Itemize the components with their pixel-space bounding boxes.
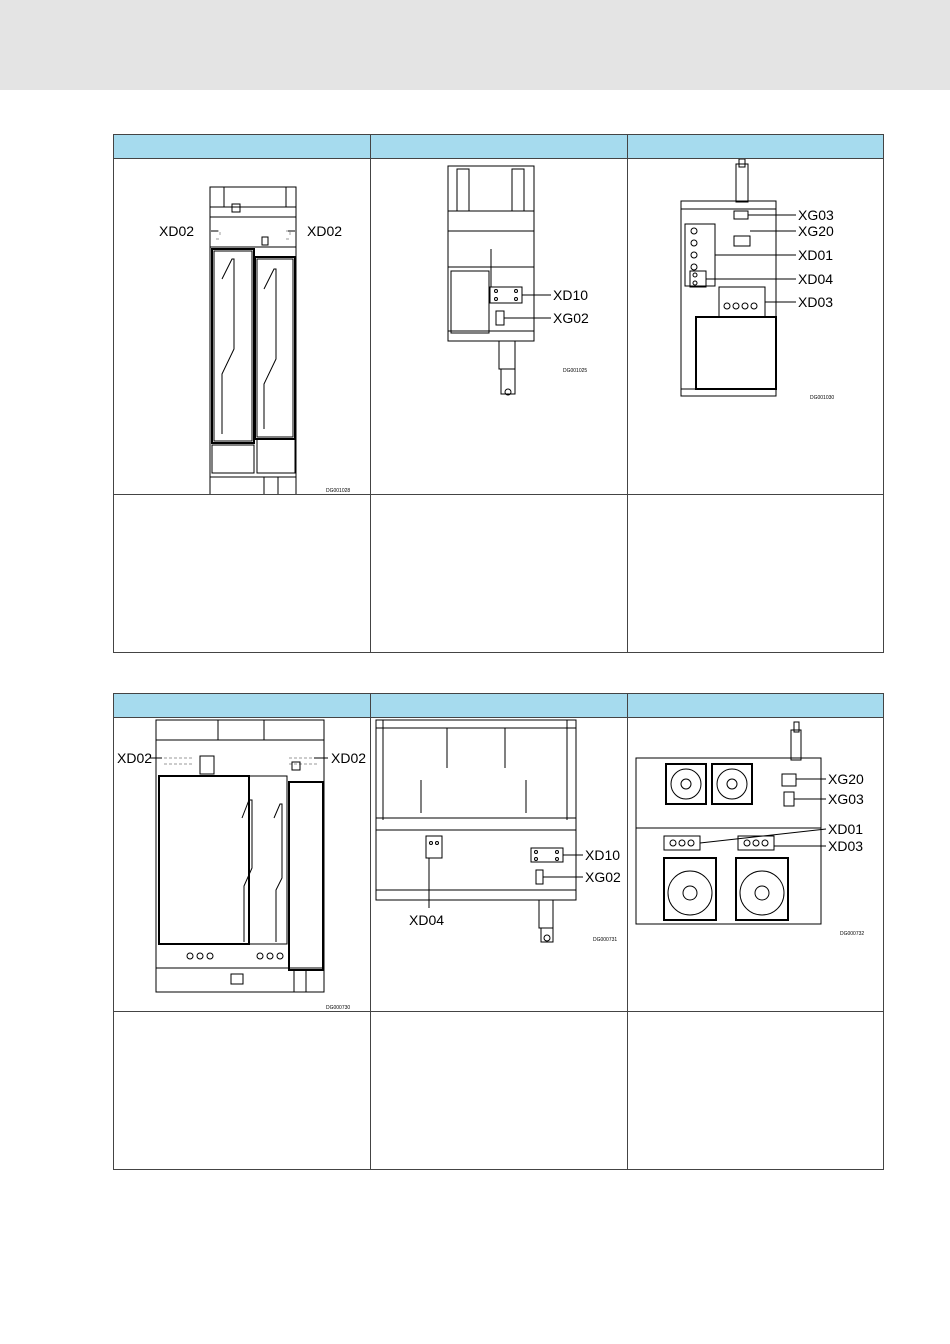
description-cell [114,495,371,653]
top-view-drawing [628,159,883,494]
header-cell [628,694,884,718]
connector-label: XG02 [585,869,621,885]
header-cell [114,694,371,718]
connector-label: XG03 [798,207,834,223]
table-header-row [114,135,884,159]
header-cell [371,135,628,159]
drawing-code: DG001025 [563,368,588,374]
front-view-drawing [114,718,370,1011]
connector-label: XG02 [553,310,589,326]
connector-label: XD02 [331,750,367,766]
connector-label: XD01 [828,821,864,837]
page-header-band [0,0,950,90]
description-cell [371,1012,628,1170]
drawing-code: DG000730 [326,1005,351,1011]
connector-label: XD02 [307,223,343,239]
front-view-drawing [114,159,370,494]
connector-label: XD03 [798,294,834,310]
drawing-code: DG001030 [810,395,835,401]
side-view-drawing [371,159,627,494]
header-cell [114,135,371,159]
drawing-cell [114,718,371,1012]
connector-label: XD10 [553,287,589,303]
drawing-cell [371,159,628,495]
header-cell [628,135,884,159]
device-table-2 [113,693,884,1170]
connector-label: XD02 [117,750,153,766]
drawing-code: DG000732 [840,931,865,937]
drawing-code: DG000731 [593,937,618,943]
connector-label: XD04 [798,271,834,287]
drawing-row [114,159,884,495]
table-header-row [114,694,884,718]
drawing-cell [114,159,371,495]
connector-label: XG20 [828,771,864,787]
header-cell [371,694,628,718]
connector-label: XD01 [798,247,834,263]
top-view-drawing [628,718,883,1011]
description-cell [114,1012,371,1170]
connector-label: XD03 [828,838,864,854]
description-row [114,1012,884,1170]
description-cell [371,495,628,653]
drawing-cell [628,718,884,1012]
device-table-1 [113,134,884,653]
drawing-row [114,718,884,1012]
description-cell [628,1012,884,1170]
drawing-code: DG001028 [326,488,351,494]
connector-label: XG20 [798,223,834,239]
description-row [114,495,884,653]
description-cell [628,495,884,653]
connector-label: XD04 [409,912,445,928]
connector-label: XD10 [585,847,621,863]
connector-label: XG03 [828,791,864,807]
connector-label: XD02 [159,223,195,239]
drawing-cell [371,718,628,1012]
side-view-drawing [371,718,627,1011]
drawing-cell [628,159,884,495]
